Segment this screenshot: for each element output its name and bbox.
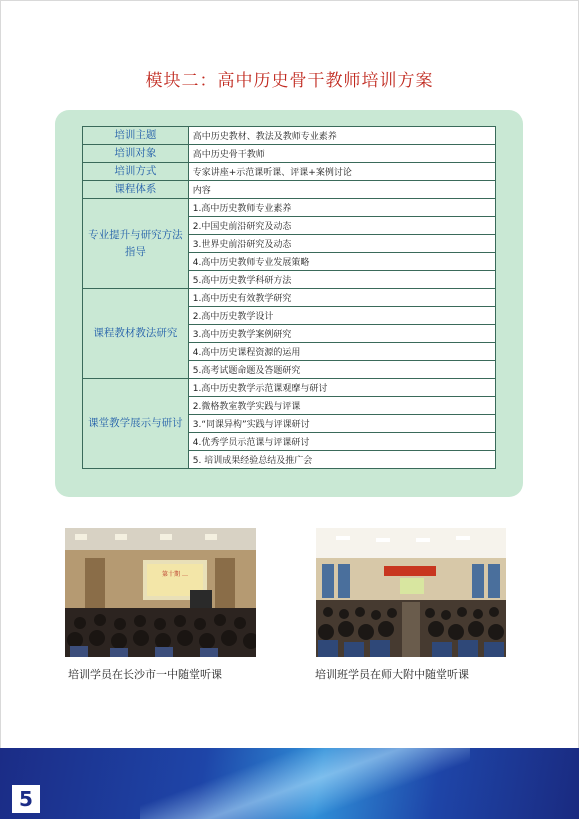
row-value: 高中历史骨干教师 bbox=[188, 145, 495, 163]
photo-caption-2: 培训班学员在师大附中随堂听课 bbox=[315, 668, 469, 681]
footer-band bbox=[0, 748, 579, 819]
row-value: 内容 bbox=[188, 181, 495, 199]
group-item: 5.高中历史教学科研方法 bbox=[188, 271, 495, 289]
group-item: 4.高中历史教师专业发展策略 bbox=[188, 253, 495, 271]
group-item: 1.高中历史教学示范课观摩与研讨 bbox=[188, 379, 495, 397]
table-row bbox=[83, 181, 496, 199]
group-label: 课堂教学展示与研讨 bbox=[83, 379, 189, 469]
group-label: 专业提升与研究方法指导 bbox=[83, 199, 189, 289]
group-item: 2.高中历史教学设计 bbox=[188, 307, 495, 325]
row-label: 培训方式 bbox=[83, 163, 189, 181]
table-row bbox=[83, 145, 496, 163]
footer-streak bbox=[140, 748, 470, 819]
classroom-photo-2 bbox=[316, 528, 506, 657]
group-item: 4.高中历史课程资源的运用 bbox=[188, 343, 495, 361]
group-item: 5.高考试题命题及答题研究 bbox=[188, 361, 495, 379]
screen-text: 第十期 … bbox=[162, 571, 188, 578]
group-item: 1.高中历史有效教学研究 bbox=[188, 289, 495, 307]
group-item: 5. 培训成果经验总结及推广会 bbox=[188, 451, 495, 469]
row-label: 培训对象 bbox=[83, 145, 189, 163]
group-item: 3.世界史前沿研究及动态 bbox=[188, 235, 495, 253]
group-item: 3.高中历史教学案例研究 bbox=[188, 325, 495, 343]
group-item: 4.优秀学员示范课与评课研讨 bbox=[188, 433, 495, 451]
table-row bbox=[83, 289, 496, 307]
photo-caption-1: 培训学员在长沙市一中随堂听课 bbox=[68, 668, 222, 681]
row-value: 专家讲座+示范课听课、评课+案例讨论 bbox=[188, 163, 495, 181]
table-row bbox=[83, 127, 496, 145]
table-row bbox=[83, 379, 496, 397]
group-label: 课程教材教法研究 bbox=[83, 289, 189, 379]
page-title: 模块二：高中历史骨干教师培训方案 bbox=[145, 71, 434, 91]
group-item: 3.“同课异构”实践与评课研讨 bbox=[188, 415, 495, 433]
classroom-photo-1 bbox=[65, 528, 256, 657]
table-row bbox=[83, 163, 496, 181]
row-label: 培训主题 bbox=[83, 127, 189, 145]
table-row bbox=[83, 199, 496, 217]
plan-table bbox=[82, 126, 496, 469]
group-item: 2.中国史前沿研究及动态 bbox=[188, 217, 495, 235]
row-label: 课程体系 bbox=[83, 181, 189, 199]
group-item: 1.高中历史教师专业素养 bbox=[188, 199, 495, 217]
group-item: 2.微格教室教学实践与评课 bbox=[188, 397, 495, 415]
row-value: 高中历史教材、教法及教师专业素养 bbox=[188, 127, 495, 145]
page-number: 5 bbox=[12, 785, 40, 813]
